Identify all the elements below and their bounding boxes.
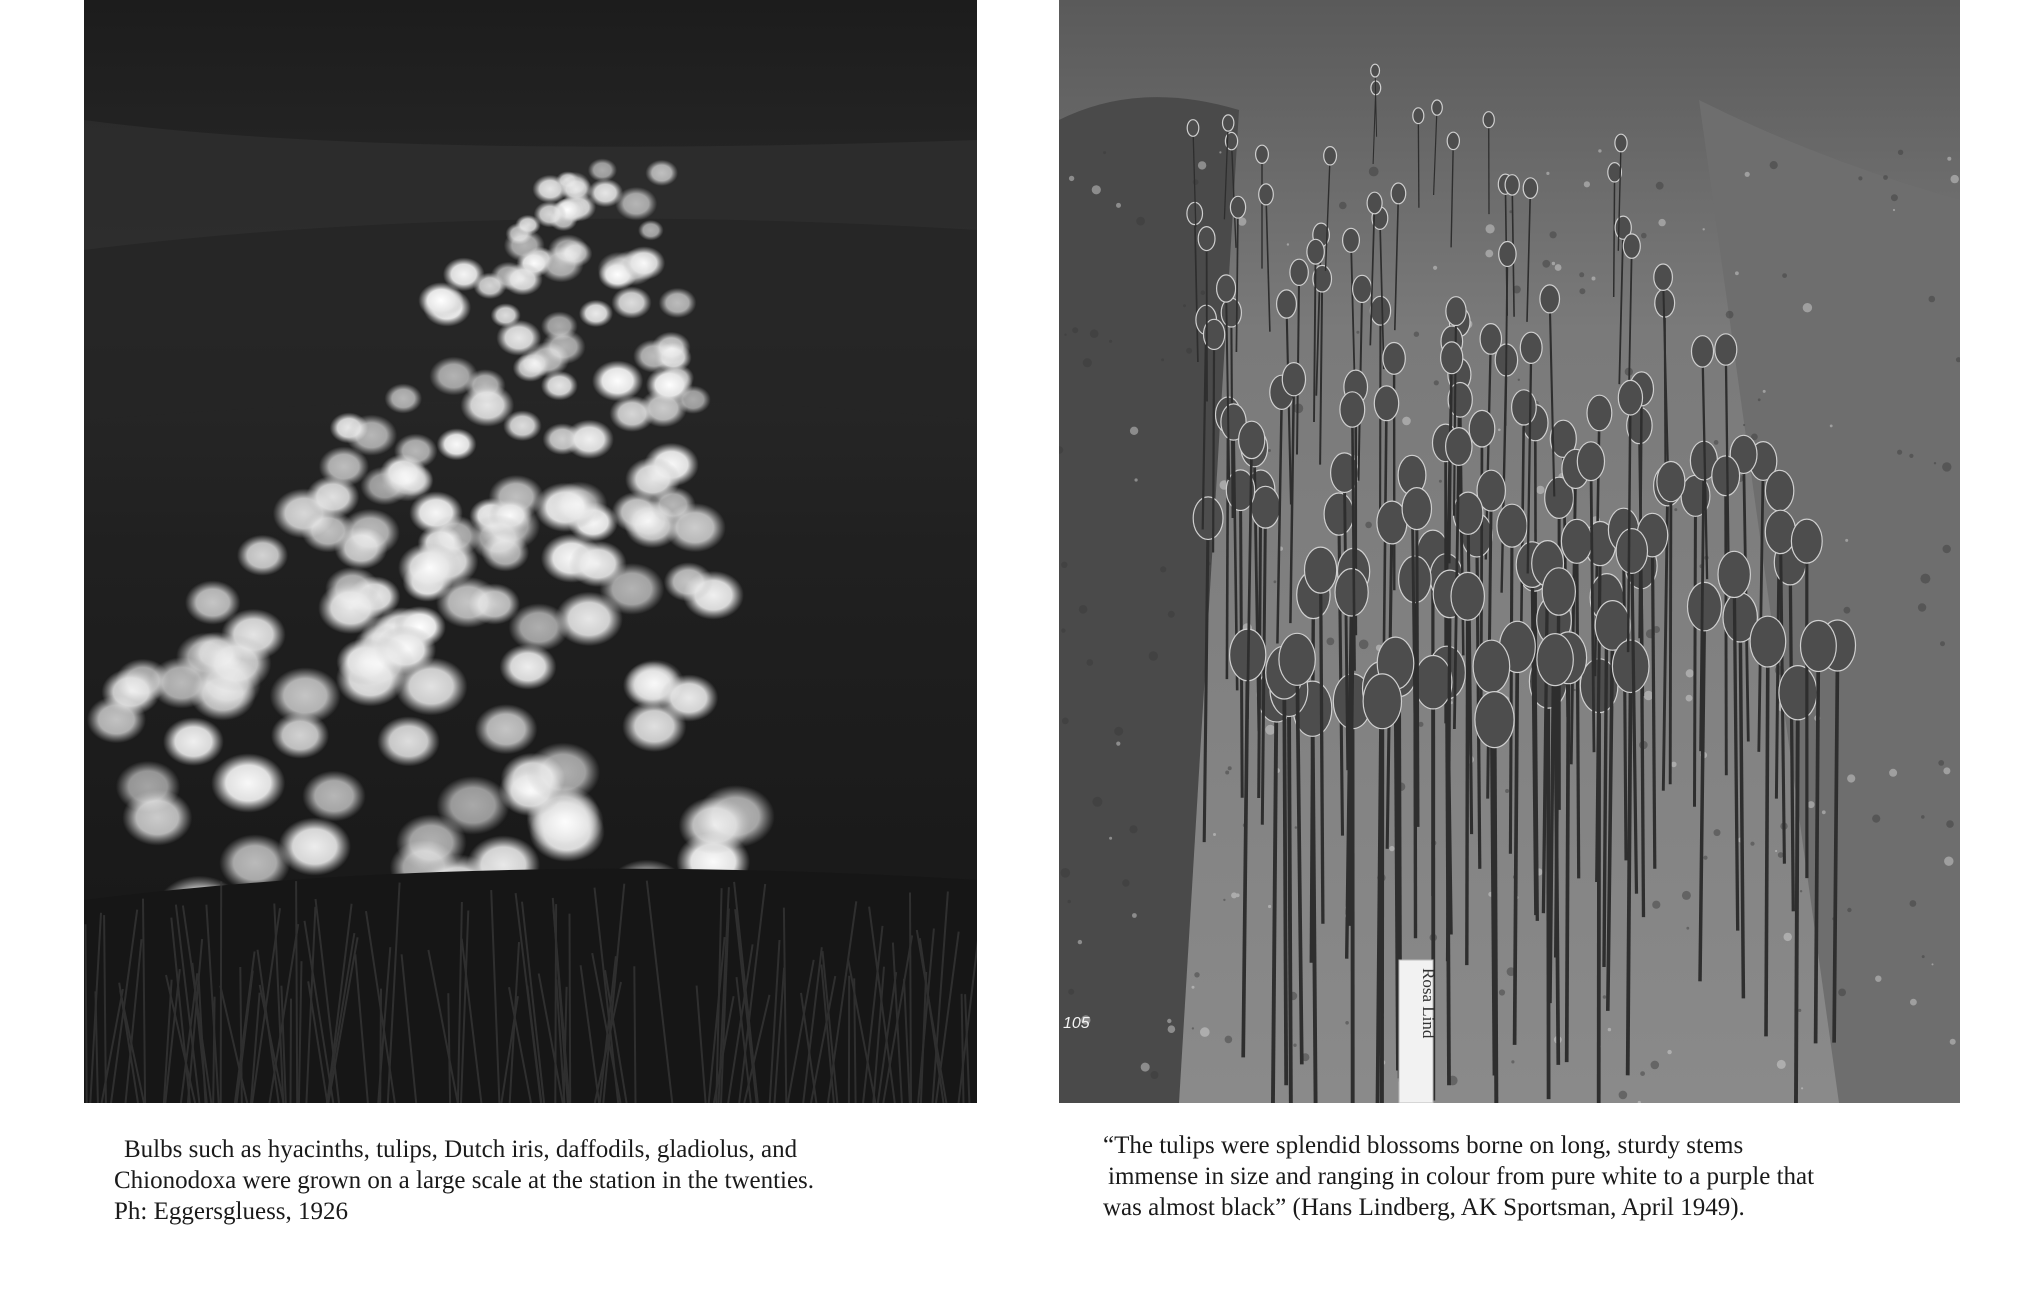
tulip-bloom bbox=[1469, 410, 1495, 447]
iris-bloom bbox=[270, 667, 341, 724]
tulip-bloom bbox=[1520, 332, 1542, 363]
iris-bloom bbox=[517, 350, 551, 377]
iris-bloom bbox=[237, 535, 288, 576]
iris-bloom bbox=[548, 234, 589, 266]
iris-bloom bbox=[396, 814, 467, 871]
tulip-bloom bbox=[1765, 470, 1793, 511]
tulip-bloom bbox=[1688, 582, 1722, 630]
iris-bloom bbox=[679, 797, 751, 854]
tulip-bloom bbox=[1537, 634, 1573, 686]
tulip-bloom bbox=[1765, 510, 1795, 553]
tulip-bloom bbox=[1415, 656, 1452, 709]
tulip-bloom bbox=[1618, 380, 1642, 415]
iris-field-photo bbox=[84, 0, 977, 1103]
tulip-bloom bbox=[1497, 504, 1527, 547]
tulip-bloom bbox=[1623, 234, 1640, 258]
iris-bloom bbox=[555, 592, 623, 646]
iris-bloom bbox=[565, 420, 614, 459]
iris-bloom bbox=[306, 476, 359, 519]
right-caption-line-2: immense in size and ranging in colour from pure white to a purple that bbox=[1108, 1163, 1815, 1190]
iris-bloom bbox=[122, 790, 192, 846]
tulip-bloom bbox=[1193, 497, 1223, 540]
tulip-bloom bbox=[1615, 134, 1627, 152]
iris-bloom bbox=[646, 366, 693, 404]
tulip-bloom bbox=[1505, 175, 1519, 195]
iris-bloom bbox=[491, 303, 521, 327]
left-caption-line-3: Ph: Eggersgluess, 1926 bbox=[114, 1198, 349, 1225]
iris-bloom bbox=[560, 176, 593, 202]
iris-bloom bbox=[500, 644, 557, 690]
tulip-bloom bbox=[1230, 196, 1245, 218]
tulip-bloom bbox=[1279, 633, 1315, 685]
tulip-bloom bbox=[1561, 519, 1592, 563]
tulip-bloom bbox=[1446, 428, 1472, 466]
tulip-bloom bbox=[1353, 275, 1372, 302]
iris-bloom bbox=[550, 482, 608, 528]
tulip-bloom bbox=[1715, 334, 1737, 365]
iris-bloom bbox=[278, 818, 351, 876]
tulip-bloom bbox=[1654, 264, 1673, 290]
tulip-field-image bbox=[1059, 0, 1960, 1103]
iris-bloom bbox=[345, 636, 415, 692]
tulip-bloom bbox=[1324, 147, 1337, 165]
tulip-bloom bbox=[1221, 298, 1241, 327]
tulip-bloom bbox=[1290, 259, 1308, 285]
tulip-bloom bbox=[1692, 336, 1714, 367]
tulip-bloom bbox=[1523, 178, 1537, 199]
iris-bloom bbox=[385, 384, 423, 414]
tulip-bloom bbox=[1198, 227, 1215, 251]
iris-bloom bbox=[211, 753, 285, 812]
tulip-bloom bbox=[1712, 456, 1740, 496]
iris-bloom bbox=[381, 460, 434, 502]
tulip-field-photo bbox=[1059, 0, 1960, 1103]
tulip-bloom bbox=[1217, 275, 1236, 302]
tulip-bloom bbox=[1542, 568, 1575, 615]
tulip-bloom bbox=[1718, 551, 1750, 597]
tulip-bloom bbox=[1305, 547, 1337, 593]
tulip-bloom bbox=[1801, 621, 1837, 672]
tulip-bloom bbox=[1251, 486, 1280, 528]
iris-field-image bbox=[84, 0, 977, 1103]
tulip-bloom bbox=[1750, 616, 1786, 667]
tulip-bloom bbox=[1791, 519, 1822, 563]
tulip-bloom bbox=[1413, 108, 1424, 124]
tulip-bloom bbox=[1577, 442, 1604, 481]
iris-bloom bbox=[664, 562, 713, 601]
tulip-bloom bbox=[1187, 120, 1199, 137]
tulip-bloom bbox=[1383, 343, 1405, 375]
tulip-bloom bbox=[1256, 145, 1269, 163]
iris-bloom bbox=[377, 716, 440, 766]
iris-bloom bbox=[475, 704, 538, 754]
iris-bloom bbox=[623, 246, 665, 280]
iris-bloom bbox=[302, 771, 365, 822]
right-caption bbox=[1103, 1130, 1963, 1223]
iris-bloom bbox=[318, 582, 383, 634]
iris-bloom bbox=[473, 273, 506, 300]
iris-bloom bbox=[588, 158, 617, 181]
tulip-bloom bbox=[1540, 285, 1560, 313]
tulip-bloom bbox=[1363, 674, 1401, 729]
iris-bloom bbox=[659, 288, 697, 318]
iris-bloom bbox=[611, 287, 651, 319]
tulip-bloom bbox=[1282, 363, 1305, 396]
tulip-bloom bbox=[1451, 572, 1484, 620]
tulip-bloom bbox=[1441, 342, 1463, 374]
tulip-bloom bbox=[1657, 462, 1685, 502]
right-caption-line-3: was almost black” (Hans Lindberg, AK Sportsman, April 1949). bbox=[1103, 1194, 1745, 1221]
tulip-bloom bbox=[1512, 390, 1537, 425]
tulip-bloom bbox=[1483, 112, 1494, 128]
left-caption-line-2: Chionodoxa were grown on a large scale at the station in the twenties. bbox=[114, 1167, 815, 1194]
plate-number: 105 bbox=[1063, 1015, 1090, 1032]
iris-bloom bbox=[569, 541, 627, 587]
iris-bloom bbox=[163, 717, 224, 766]
tulip-bloom bbox=[1370, 296, 1390, 325]
left-caption-line-1: Bulbs such as hyacinths, tulips, Dutch iris, daffodils, gladiolus, and bbox=[124, 1136, 798, 1163]
tulip-bloom bbox=[1391, 183, 1406, 204]
iris-bloom bbox=[579, 300, 613, 327]
iris-bloom bbox=[102, 668, 161, 715]
iris-bloom bbox=[201, 635, 272, 692]
iris-bloom bbox=[609, 396, 654, 432]
iris-bloom bbox=[645, 160, 678, 186]
tulip-bloom bbox=[1402, 488, 1431, 530]
tulip-bloom bbox=[1367, 192, 1382, 214]
right-caption-line-1: “The tulips were splendid blossoms borne on long, sturdy stems bbox=[1103, 1132, 1744, 1159]
iris-bloom bbox=[659, 674, 718, 721]
plant-label-stake bbox=[1399, 960, 1438, 1103]
tulip-bloom bbox=[1473, 640, 1510, 692]
tulip-bloom bbox=[1277, 290, 1297, 318]
iris-bloom bbox=[638, 220, 664, 241]
tulip-bloom bbox=[1335, 569, 1368, 616]
tulip-bloom bbox=[1616, 529, 1647, 574]
tulip-bloom bbox=[1499, 242, 1516, 267]
tulip-bloom bbox=[1779, 666, 1817, 720]
tulip-bloom bbox=[1371, 64, 1380, 77]
tulip-bloom bbox=[1223, 115, 1234, 131]
tulip-bloom bbox=[1324, 493, 1354, 535]
tulip-bloom bbox=[1612, 640, 1649, 692]
iris-bloom bbox=[650, 487, 696, 524]
tulip-bloom bbox=[1307, 239, 1324, 264]
left-caption bbox=[114, 1134, 974, 1227]
iris-bloom bbox=[592, 360, 643, 401]
iris-bloom bbox=[652, 332, 691, 363]
iris-bloom bbox=[503, 263, 543, 295]
iris-bloom bbox=[503, 410, 542, 441]
tulip-bloom bbox=[1608, 163, 1622, 182]
iris-bloom bbox=[437, 428, 477, 460]
iris-bloom bbox=[340, 509, 400, 557]
tulip-bloom bbox=[1374, 386, 1398, 421]
tulip-bloom bbox=[1239, 421, 1265, 458]
iris-bloom bbox=[346, 415, 397, 456]
tulip-bloom bbox=[1340, 392, 1365, 427]
tulip-bloom bbox=[1447, 132, 1459, 149]
tulip-bloom bbox=[1259, 184, 1274, 205]
iris-bloom bbox=[615, 187, 657, 221]
tulip-bloom bbox=[1587, 395, 1612, 431]
tulip-bloom bbox=[1475, 692, 1514, 748]
tulip-bloom bbox=[1432, 100, 1443, 115]
iris-bloom bbox=[398, 543, 461, 593]
tulip-bloom bbox=[1343, 228, 1360, 252]
tulip-bloom bbox=[1446, 297, 1466, 326]
iris-bloom bbox=[469, 515, 527, 561]
iris-bloom bbox=[526, 743, 600, 802]
label-stake-text: Rosa Lind bbox=[1419, 968, 1438, 1039]
